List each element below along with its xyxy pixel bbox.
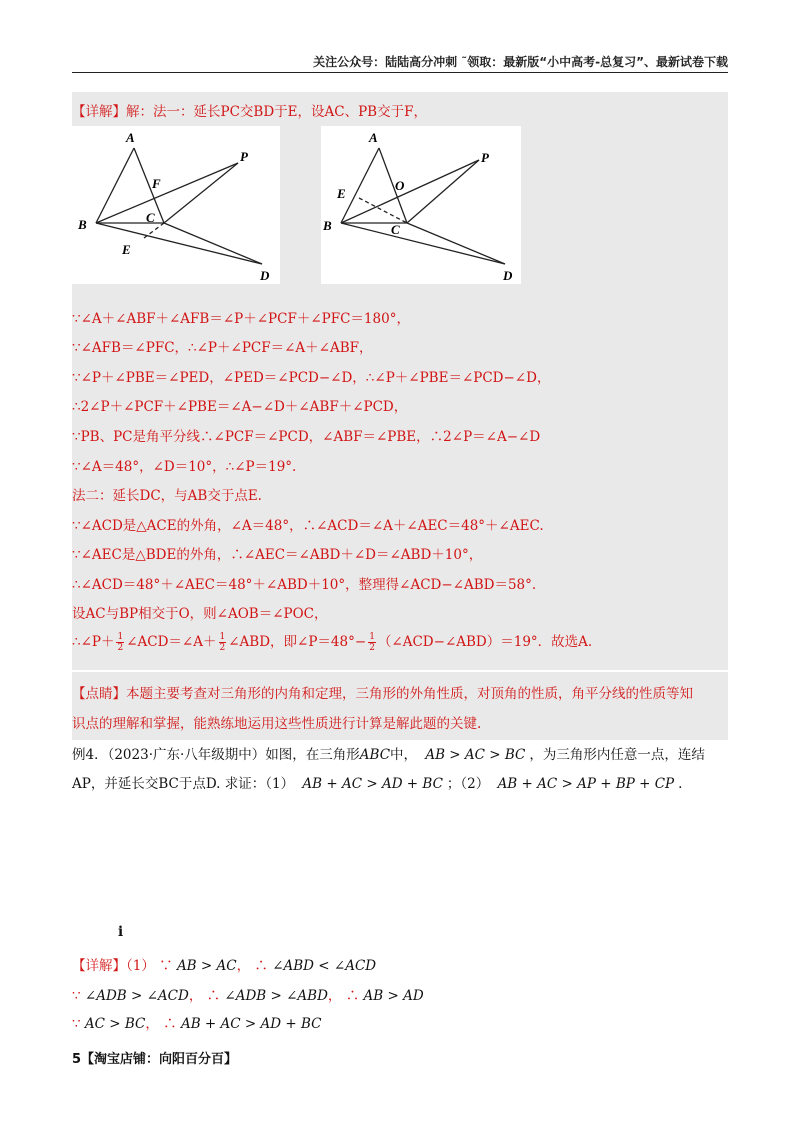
solution-line-6: ∵∠A＝48°，∠D＝10°，∴∠P＝19°. [72, 459, 297, 475]
answer-math-5: AB > AD [363, 988, 424, 1004]
example-math-1: AB > AC > BC [425, 747, 526, 763]
answer-line-1 [72, 954, 376, 974]
fig1-label-f: F [152, 176, 161, 191]
solution-line-3: ∵∠P＋∠PBE＝∠PED，∠PED＝∠PCD−∠D，∴∠P＋∠PBE＝∠PCD−∠D， [72, 370, 551, 386]
fig2-label-e: E [337, 186, 346, 201]
solution-line-12 [72, 630, 592, 653]
fig1-label-b: B [78, 217, 87, 232]
therefore-sign: ∴ [163, 1016, 177, 1032]
shop-name: 【淘宝店铺：向阳百分百】 [81, 1052, 238, 1067]
page-header [72, 52, 728, 73]
header-text: 关注公众号：陆陆高分冲刺 ˜领取：最新版“小中高考-总复习”、最新试卷下载 [313, 55, 728, 69]
solution-tag: 【详解】 [72, 104, 126, 120]
frac-num: 1 [219, 632, 226, 642]
solution-line-1: ∵∠A＋∠ABF＋∠AFB＝∠P＋∠PCF＋∠PFC＝180°， [72, 311, 410, 327]
example-text-2b: ；（2） [446, 776, 490, 792]
answer-tag: 【详解】 [72, 958, 126, 974]
frac-den: 2 [117, 643, 124, 653]
answer-math-4: ∠ADB > ∠ABD [224, 988, 328, 1004]
fig2-label-a: A [369, 130, 378, 145]
fig1-label-e: E [122, 242, 131, 257]
figure-1 [72, 126, 280, 284]
fraction-half-2 [219, 632, 227, 653]
frac-num: 1 [369, 632, 375, 642]
fraction-half-3 [368, 632, 376, 653]
figure-2 [321, 126, 521, 284]
frac-den: 2 [219, 643, 226, 653]
answer-math-6: AC > BC [84, 1016, 146, 1032]
solution-line-11: 设AC与BP相交于O，则∠AOB＝∠POC， [72, 606, 328, 622]
answer-line-3 [72, 1012, 321, 1032]
therefore-sign: ∴ [345, 988, 360, 1004]
answer-sep-3: ， [327, 988, 342, 1004]
because-sign: ∵ [159, 958, 173, 974]
comment-tag: 【点睛】 [72, 686, 126, 702]
example-text-2a: AP，并延长交BC于点D. 求证：（1） [72, 776, 295, 792]
example-text-1a: 例4．（2023·广东·八年级期中）如图，在三角形 [72, 747, 360, 763]
example-math-3: AB + AC > AP + BP + CP [497, 776, 675, 792]
page-footer [72, 1048, 237, 1067]
frac-num: 1 [117, 632, 124, 642]
answer-math-1: AB > AC [176, 958, 237, 974]
fig2-label-p: P [481, 150, 489, 165]
example-text-2c: . [678, 776, 683, 792]
fraction-half-1 [116, 632, 124, 653]
therefore-sign: ∴ [206, 988, 221, 1004]
therefore-sign: ∴ [254, 958, 268, 974]
example-text-1c: 中， [390, 747, 418, 763]
example-line-1 [72, 743, 705, 763]
answer-sep-4: ， [145, 1016, 159, 1032]
solution-intro [72, 100, 427, 120]
page-number: 5 [72, 1052, 82, 1067]
fig1-label-p: P [240, 149, 248, 164]
answer-sep-1: ， [236, 958, 251, 974]
answer-math-3: ∠ADB > ∠ACD [84, 988, 189, 1004]
fig2-label-d: D [503, 268, 513, 283]
figure-1-drawing [72, 126, 280, 284]
answer-part-1: （1） [126, 958, 155, 974]
solution-line-5: ∵PB、PC是角平分线∴∠PCF＝∠PCD，∠ABF＝∠PBE，∴2∠P＝∠A−∠D [72, 429, 541, 445]
last-line-part1: ∴∠P＋ [72, 634, 115, 650]
example-math-2: AB + AC > AD + BC [302, 776, 443, 792]
figure-2-drawing [321, 126, 521, 284]
answer-math-7: AB + AC > AD + BC [180, 1016, 322, 1032]
frac-den: 2 [369, 643, 375, 653]
because-sign: ∵ [72, 1016, 81, 1032]
fig1-label-c: C [146, 210, 155, 225]
fig1-label-d: D [260, 268, 270, 283]
fig2-label-o: O [395, 178, 405, 193]
example-line-2 [72, 772, 682, 792]
answer-math-2: ∠ABD < ∠ACD [272, 958, 377, 974]
comment-line-1 [72, 682, 693, 702]
solution-line-2: ∵∠AFB＝∠PFC，∴∠P＋∠PCF＝∠A＋∠ABF， [72, 340, 373, 356]
last-line-part3: ∠ABD，即∠P＝48°− [228, 634, 367, 650]
solution-line-10: ∴∠ACD＝48°＋∠AEC＝48°＋∠ABD＋10°，整理得∠ACD−∠ABD＝58°. [72, 577, 537, 593]
last-line-part4: （∠ACD−∠ABD）＝19°．故选A. [377, 634, 593, 650]
stray-mark: i [118, 924, 124, 940]
because-sign: ∵ [72, 988, 81, 1004]
solution-line-8: ∵∠ACD是△ACE的外角，∠A＝48°，∴∠ACD＝∠A＋∠AEC＝48°＋∠AEC. [72, 518, 544, 534]
example-text-1d: ，为三角形内任意一点，连结 [529, 747, 705, 763]
comment-text-1: 本题主要考查对三角形的内角和定理，三角形的外角性质，对顶角的性质，角平分线的性质等知 [126, 686, 693, 702]
answer-sep-2: ， [188, 988, 203, 1004]
solution-line-7: 法二：延长DC，与AB交于点E. [72, 488, 262, 504]
fig1-label-a: A [126, 130, 135, 145]
solution-line-9: ∵∠AEC是△BDE的外角，∴∠AEC＝∠ABD＋∠D＝∠ABD＋10°， [72, 547, 483, 563]
example-text-1b: ABC [359, 747, 391, 763]
last-line-part2: ∠ACD＝∠A＋ [126, 634, 217, 650]
comment-line-2: 识点的理解和掌握，能熟练地运用这些性质进行计算是解此题的关键. [72, 716, 482, 732]
answer-line-2 [72, 984, 424, 1004]
solution-intro-text: 解：法一：延长PC交BD于E，设AC、PB交于F， [126, 104, 427, 120]
fig2-label-c: C [391, 222, 400, 237]
solution-line-4: ∴2∠P＋∠PCF＋∠PBE＝∠A−∠D＋∠ABF＋∠PCD， [72, 399, 408, 415]
fig2-label-b: B [323, 218, 332, 233]
